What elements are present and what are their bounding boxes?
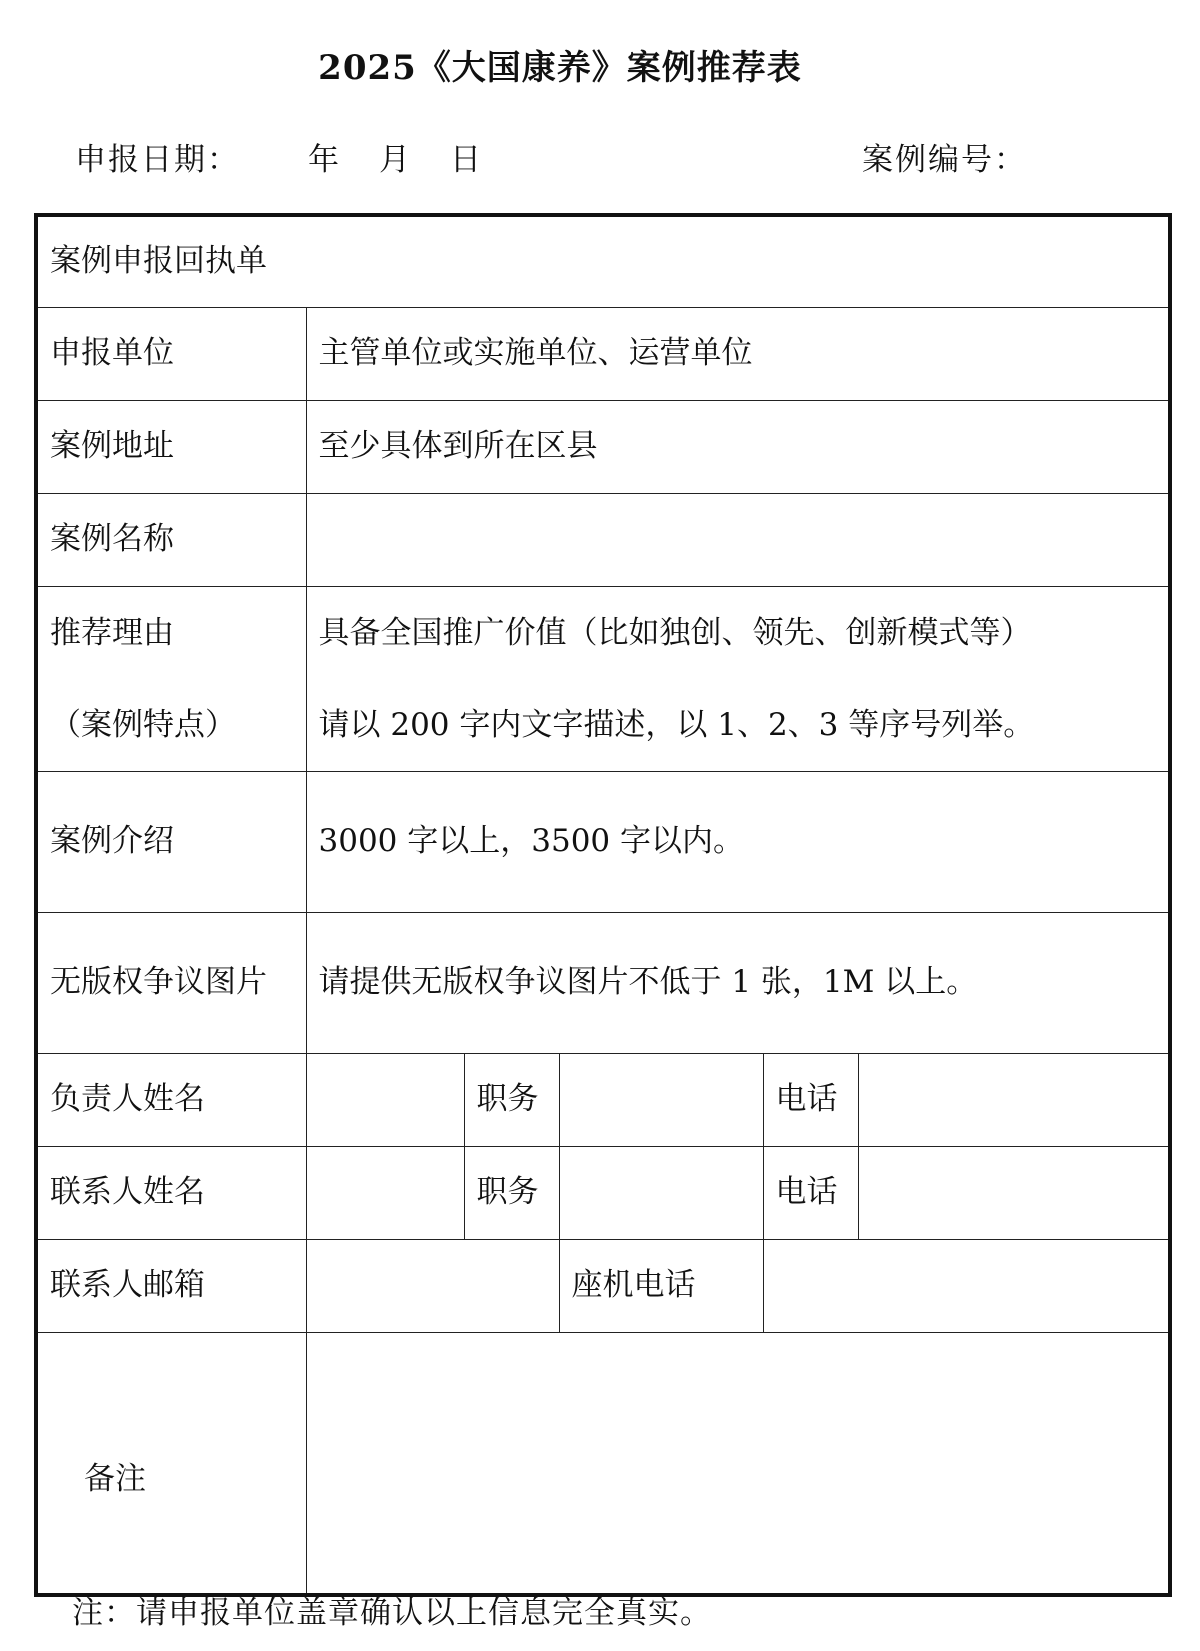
leader-name-label: 负责人姓名 [36,1054,306,1147]
form-title: 2025《大国康养》案例推荐表 [318,48,802,88]
year-label: 年 [308,142,341,178]
contact-phone-field[interactable] [858,1147,1170,1240]
leader-phone-label: 电话 [763,1054,858,1147]
leader-phone-field[interactable] [858,1054,1170,1147]
picture-field[interactable]: 请提供无版权争议图片不低于 1 张，1M 以上。 [306,913,1170,1054]
contact-email-label: 联系人邮箱 [36,1240,306,1333]
case-name-label: 案例名称 [36,494,306,587]
reason-hint-1: 具备全国推广价值（比如独创、领先、创新模式等） [318,615,1032,651]
receipt-header: 案例申报回执单 [36,215,1170,308]
contact-name-label: 联系人姓名 [36,1147,306,1240]
address-label: 案例地址 [36,401,306,494]
reason-label-cell [36,587,306,772]
reason-field[interactable] [306,587,1170,772]
report-date-label: 申报日期： [75,142,240,178]
day-label: 日 [450,142,483,178]
leader-name-field[interactable] [306,1054,464,1147]
leader-position-field[interactable] [559,1054,763,1147]
reason-label: 推荐理由 [50,615,174,651]
reason-hint-2: 请以 200 字内文字描述，以 1、2、3 等序号列举。 [318,707,1035,743]
contact-name-field[interactable] [306,1147,464,1240]
remark-label: 备注 [36,1333,306,1596]
footer-note: 注：请申报单位盖章确认以上信息完全真实。 [72,1595,712,1631]
contact-phone-label: 电话 [763,1147,858,1240]
landline-label: 座机电话 [559,1240,763,1333]
contact-email-field[interactable] [306,1240,559,1333]
month-label: 月 [379,142,412,178]
report-date [75,134,483,179]
intro-field[interactable]: 3000 字以上，3500 字以内。 [306,772,1170,913]
picture-label: 无版权争议图片 [36,913,306,1054]
reason-sublabel: （案例特点） [50,707,236,743]
unit-field[interactable]: 主管单位或实施单位、运营单位 [306,308,1170,401]
landline-field[interactable] [763,1240,1170,1333]
case-name-field[interactable] [306,494,1170,587]
case-number-label: 案例编号： [862,142,1027,178]
unit-label: 申报单位 [36,308,306,401]
leader-position-label: 职务 [464,1054,559,1147]
remark-field[interactable] [306,1333,1170,1596]
intro-label: 案例介绍 [36,772,306,913]
recommendation-form-table [34,213,1172,1597]
contact-position-label: 职务 [464,1147,559,1240]
address-field[interactable]: 至少具体到所在区县 [306,401,1170,494]
contact-position-field[interactable] [559,1147,763,1240]
